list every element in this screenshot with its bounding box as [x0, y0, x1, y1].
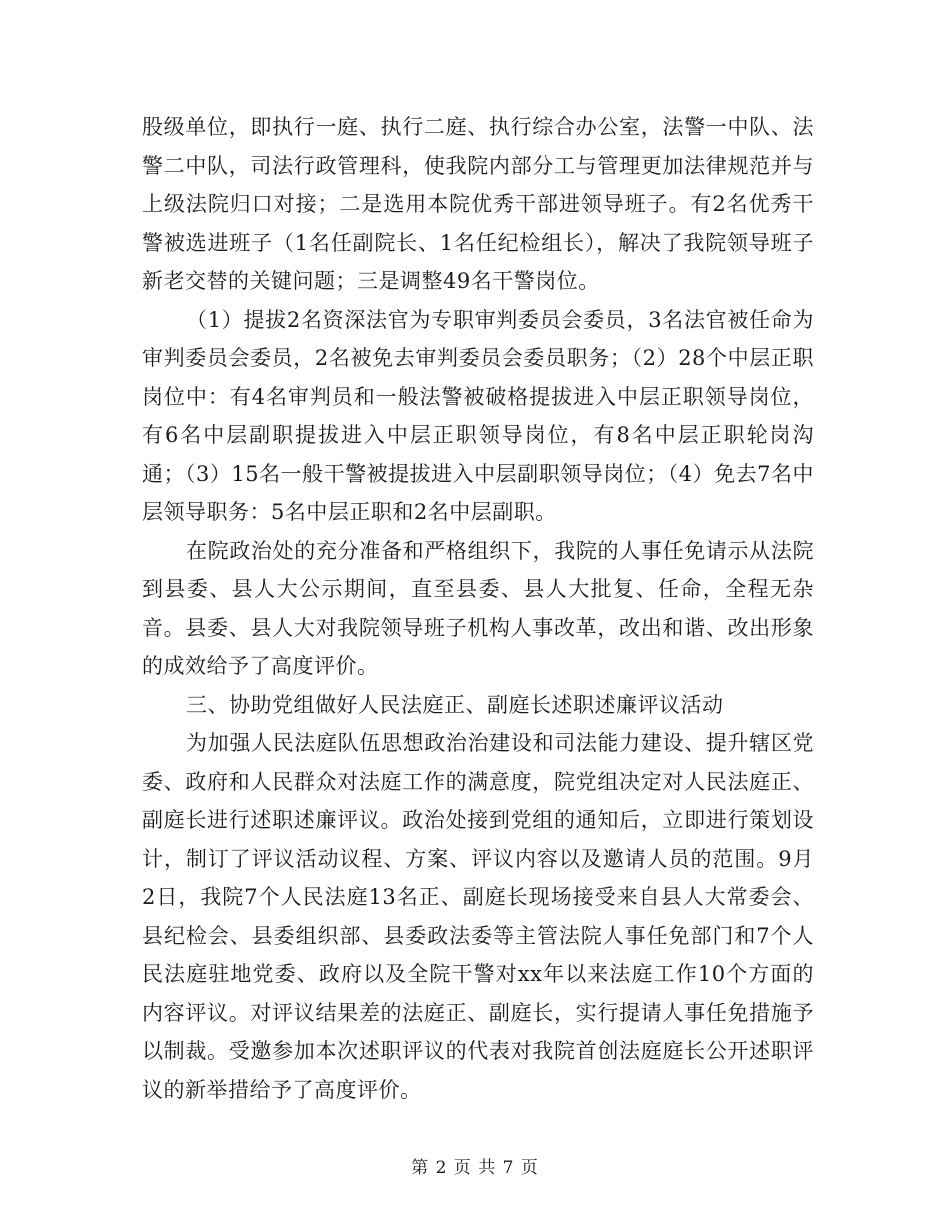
page-number-footer: 第 2 页 共 7 页 — [411, 1158, 539, 1178]
paragraph: 在院政治处的充分准备和严格组织下，我院的人事任免请示从法院到县委、县人大公示期间，直至县委、县人大批复、任命，全程无杂音。县委、县人大对我院领导班子机构人事改革，改出和谐、改出形象的成效给予了高度评价。 — [142, 538, 814, 678]
body-text — [142, 108, 814, 1109]
paragraph: （1）提拔2名资深法官为专职审判委员会委员，3名法官被任命为审判委员会委员，2名被免去审判委员会委员职务；（2）28个中层正职岗位中：有4名审判员和一般法警被破格提拔进入中层正职领导岗位，有6名中层副职提拔进入中层正职领导岗位，有8名中层正职轮岗沟通；（3）15名一般干警被提拔进入中层副职领导岗位；（4）免去7名中层领导职务：5名中层正职和2名中层副职。 — [142, 307, 814, 524]
section-heading: 三、协助党组做好人民法庭正、副庭长述职述廉评议活动 — [186, 692, 724, 717]
paragraph: 股级单位，即执行一庭、执行二庭、执行综合办公室，法警一中队、法警二中队，司法行政管理科，使我院内部分工与管理更加法律规范并与上级法院归口对接；二是选用本院优秀干部进领导班子。有2名优秀干警被选进班子（1名任副院长、1名任纪检组长），解决了我院领导班子新老交替的关键问题；三是调整49名干警岗位。 — [142, 115, 814, 293]
paragraph: 为加强人民法庭队伍思想政治治建设和司法能力建设、提升辖区党委、政府和人民群众对法庭工作的满意度，院党组决定对人民法庭正、副庭长进行述职述廉评议。政治处接到党组的通知后，立即进行策划设计，制订了评议活动议程、方案、评议内容以及邀请人员的范围。9月2日，我院7个人民法庭13名正、副庭长现场接受来自县人大常委会、县纪检会、县委组织部、县委政法委等主管法院人事任免部门和7个人民法庭驻地党委、政府以及全院干警对xx年以来法庭工作10个方面的内容评议。对评议结果差的法庭正、副庭长，实行提请人事任免措施予以制裁。受邀参加本次述职评议的代表对我院首创法庭庭长公开述职评议的新举措给予了高度评价。 — [142, 731, 814, 1102]
